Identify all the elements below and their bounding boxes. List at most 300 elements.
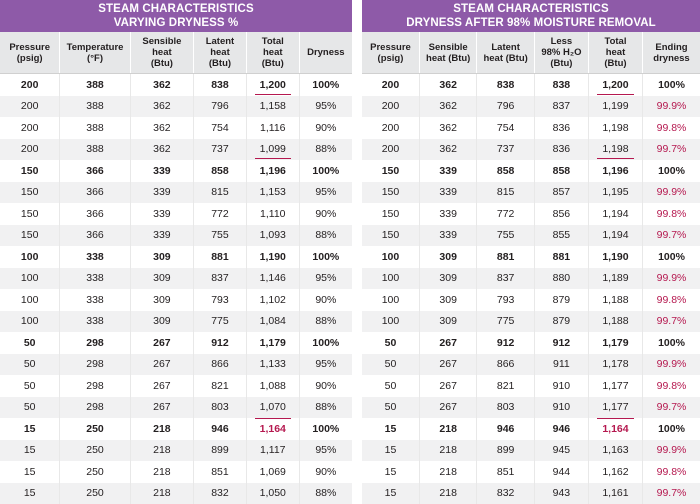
table-cell: 218 (130, 483, 193, 504)
table-cell: 946 (534, 418, 588, 440)
table-cell: 1,093 (246, 225, 299, 247)
table-row (0, 96, 352, 118)
table-cell: 267 (130, 397, 193, 419)
column-header-text: Latent (479, 42, 531, 53)
table-cell: 339 (419, 203, 476, 225)
table-cell: 99.9% (643, 268, 700, 290)
table-cell: 362 (419, 139, 476, 161)
table-cell: 1,050 (246, 483, 299, 504)
table-cell: 100 (362, 289, 419, 311)
table-cell: 15 (362, 483, 419, 504)
table-cell: 218 (130, 461, 193, 483)
table-cell: 838 (194, 74, 247, 96)
right-table-title (362, 0, 700, 32)
table-cell: 100 (0, 246, 60, 268)
table-cell: 100 (362, 311, 419, 333)
table-row (362, 332, 700, 354)
table-cell: 90% (299, 117, 352, 139)
table-cell: 1,069 (246, 461, 299, 483)
table-cell: 218 (130, 440, 193, 462)
table-cell: 250 (60, 418, 130, 440)
table-cell: 1,194 (588, 225, 642, 247)
table-cell: 821 (194, 375, 247, 397)
table-cell: 879 (534, 311, 588, 333)
column-header-text: Total (591, 36, 640, 47)
table-cell: 772 (194, 203, 247, 225)
table-cell: 15 (362, 418, 419, 440)
table-cell: 88% (299, 397, 352, 419)
table-cell: 1,102 (246, 289, 299, 311)
table-cell: 362 (130, 117, 193, 139)
table-cell: 99.8% (643, 203, 700, 225)
table-cell: 338 (60, 268, 130, 290)
table-cell: 99.8% (643, 461, 700, 483)
table-cell: 100 (0, 289, 60, 311)
column-header-text: (psig) (364, 53, 417, 64)
table-cell: 910 (534, 375, 588, 397)
table-cell: 1,200 (246, 74, 299, 96)
column-header-text: Less (537, 36, 586, 47)
right-header-row (362, 32, 700, 74)
table-row (0, 225, 352, 247)
table-cell: 388 (60, 74, 130, 96)
table-cell: 200 (0, 74, 60, 96)
table-cell: 1,099 (246, 139, 299, 161)
column-header-text: Pressure (2, 42, 57, 53)
right-column-header (477, 32, 534, 74)
table-cell: 851 (477, 461, 534, 483)
table-cell: 100 (362, 268, 419, 290)
table-cell: 1,133 (246, 354, 299, 376)
left-column-header (194, 32, 247, 74)
table-cell: 267 (419, 354, 476, 376)
moisture-removal-table (362, 32, 700, 504)
table-cell: 339 (130, 160, 193, 182)
panel-divider (352, 0, 362, 466)
table-row (362, 96, 700, 118)
table-cell: 100 (362, 246, 419, 268)
table-cell: 200 (0, 139, 60, 161)
table-cell: 851 (194, 461, 247, 483)
table-cell: 99.8% (643, 117, 700, 139)
table-cell: 1,198 (588, 117, 642, 139)
table-row (0, 74, 352, 96)
table-cell: 945 (534, 440, 588, 462)
table-cell: 362 (130, 74, 193, 96)
table-cell: 339 (419, 225, 476, 247)
column-header-text: (Btu) (133, 58, 191, 69)
table-cell: 250 (60, 461, 130, 483)
table-cell: 309 (419, 268, 476, 290)
table-cell: 99.7% (643, 397, 700, 419)
table-cell: 309 (130, 311, 193, 333)
table-cell: 100 (0, 268, 60, 290)
table-cell: 250 (60, 440, 130, 462)
table-cell: 755 (194, 225, 247, 247)
table-cell: 881 (477, 246, 534, 268)
table-cell: 50 (0, 332, 60, 354)
table-cell: 856 (534, 203, 588, 225)
table-row (362, 461, 700, 483)
table-cell: 100% (643, 418, 700, 440)
left-title-line2: VARYING DRYNESS % (0, 16, 352, 30)
column-header-text: (Btu) (196, 58, 244, 69)
table-cell: 50 (362, 354, 419, 376)
table-cell: 1,179 (588, 332, 642, 354)
column-header-text: Latent (196, 36, 244, 47)
table-cell: 1,164 (246, 418, 299, 440)
table-cell: 309 (419, 289, 476, 311)
table-cell: 815 (194, 182, 247, 204)
column-header-text: heat (133, 47, 191, 58)
table-cell: 309 (130, 268, 193, 290)
table-cell: 1,162 (588, 461, 642, 483)
table-row (0, 418, 352, 440)
table-row (0, 182, 352, 204)
table-cell: 1,190 (246, 246, 299, 268)
table-cell: 339 (130, 182, 193, 204)
table-cell: 912 (477, 332, 534, 354)
table-cell: 1,158 (246, 96, 299, 118)
table-cell: 775 (477, 311, 534, 333)
table-cell: 99.9% (643, 354, 700, 376)
table-cell: 100% (299, 332, 352, 354)
table-cell: 388 (60, 117, 130, 139)
table-cell: 1,161 (588, 483, 642, 504)
table-cell: 339 (130, 203, 193, 225)
table-cell: 793 (477, 289, 534, 311)
table-cell: 362 (419, 117, 476, 139)
table-cell: 838 (477, 74, 534, 96)
table-cell: 309 (130, 246, 193, 268)
table-cell: 1,178 (588, 354, 642, 376)
table-row (362, 117, 700, 139)
table-cell: 50 (0, 354, 60, 376)
table-cell: 855 (534, 225, 588, 247)
table-cell: 267 (130, 332, 193, 354)
table-cell: 100 (0, 311, 60, 333)
table-cell: 1,200 (588, 74, 642, 96)
table-cell: 1,117 (246, 440, 299, 462)
table-cell: 298 (60, 332, 130, 354)
table-cell: 218 (419, 461, 476, 483)
table-cell: 150 (362, 225, 419, 247)
table-cell: 362 (130, 96, 193, 118)
left-header-row (0, 32, 352, 74)
table-row (362, 74, 700, 96)
table-cell: 793 (194, 289, 247, 311)
table-cell: 737 (477, 139, 534, 161)
right-title-line2: DRYNESS AFTER 98% MOISTURE REMOVAL (362, 16, 700, 30)
table-cell: 737 (194, 139, 247, 161)
table-cell: 200 (362, 96, 419, 118)
table-cell: 200 (362, 139, 419, 161)
table-cell: 1,110 (246, 203, 299, 225)
right-title-line1: STEAM CHARACTERISTICS (362, 2, 700, 16)
column-header-text: Sensible (133, 36, 191, 47)
table-cell: 100% (299, 246, 352, 268)
table-cell: 1,195 (588, 182, 642, 204)
table-cell: 858 (477, 160, 534, 182)
column-header-text: 98% H₂O (537, 47, 586, 58)
table-cell: 899 (477, 440, 534, 462)
table-row (362, 139, 700, 161)
table-cell: 99.9% (643, 440, 700, 462)
column-header-text: heat (591, 47, 640, 58)
table-cell: 88% (299, 225, 352, 247)
table-cell: 912 (534, 332, 588, 354)
table-cell: 50 (0, 375, 60, 397)
table-cell: 366 (60, 225, 130, 247)
table-row (362, 397, 700, 419)
table-cell: 100% (299, 74, 352, 96)
table-cell: 150 (362, 160, 419, 182)
column-header-text: heat (249, 47, 297, 58)
table-cell: 362 (130, 139, 193, 161)
table-cell: 150 (0, 160, 60, 182)
table-cell: 910 (534, 397, 588, 419)
right-column-header (643, 32, 700, 74)
table-cell: 388 (60, 96, 130, 118)
table-cell: 298 (60, 354, 130, 376)
table-cell: 1,177 (588, 375, 642, 397)
table-cell: 267 (419, 332, 476, 354)
column-header-text: Dryness (302, 47, 350, 58)
table-row (0, 461, 352, 483)
table-cell: 1,163 (588, 440, 642, 462)
column-header-text: heat (196, 47, 244, 58)
table-cell: 366 (60, 182, 130, 204)
table-cell: 1,188 (588, 311, 642, 333)
table-cell: 200 (0, 117, 60, 139)
table-row (362, 225, 700, 247)
table-cell: 90% (299, 289, 352, 311)
table-row (0, 139, 352, 161)
left-table-title (0, 0, 352, 32)
table-cell: 50 (362, 332, 419, 354)
table-row (0, 332, 352, 354)
left-column-header (299, 32, 352, 74)
table-cell: 95% (299, 96, 352, 118)
table-cell: 366 (60, 203, 130, 225)
table-cell: 100% (643, 332, 700, 354)
table-cell: 837 (194, 268, 247, 290)
table-cell: 150 (0, 203, 60, 225)
left-title-line1: STEAM CHARACTERISTICS (0, 2, 352, 16)
table-cell: 88% (299, 139, 352, 161)
table-cell: 943 (534, 483, 588, 504)
table-cell: 881 (194, 246, 247, 268)
table-cell: 815 (477, 182, 534, 204)
table-cell: 836 (534, 117, 588, 139)
table-row (362, 483, 700, 504)
table-cell: 836 (534, 139, 588, 161)
table-cell: 200 (362, 74, 419, 96)
column-header-text: (psig) (2, 53, 57, 64)
table-cell: 100% (643, 246, 700, 268)
table-cell: 88% (299, 311, 352, 333)
table-cell: 218 (419, 440, 476, 462)
table-cell: 388 (60, 139, 130, 161)
table-cell: 339 (419, 182, 476, 204)
table-cell: 267 (419, 397, 476, 419)
table-row (0, 375, 352, 397)
table-cell: 95% (299, 182, 352, 204)
table-cell: 796 (477, 96, 534, 118)
table-cell: 200 (362, 117, 419, 139)
right-table-body (362, 74, 700, 504)
table-cell: 309 (419, 311, 476, 333)
column-header-text: (Btu) (537, 58, 586, 69)
column-header-text: heat (Btu) (422, 53, 474, 64)
table-row (362, 440, 700, 462)
table-row (0, 268, 352, 290)
table-row (362, 160, 700, 182)
table-cell: 50 (362, 397, 419, 419)
table-cell: 837 (477, 268, 534, 290)
column-header-text: Total (249, 36, 297, 47)
table-cell: 338 (60, 289, 130, 311)
table-cell: 946 (477, 418, 534, 440)
column-header-text: Ending (645, 42, 698, 53)
table-cell: 832 (194, 483, 247, 504)
left-table-body (0, 74, 352, 504)
table-cell: 99.9% (643, 182, 700, 204)
table-cell: 95% (299, 268, 352, 290)
left-column-header (60, 32, 130, 74)
column-header-text: heat (Btu) (479, 53, 531, 64)
table-cell: 1,177 (588, 397, 642, 419)
table-cell: 1,153 (246, 182, 299, 204)
table-cell: 1,198 (588, 139, 642, 161)
table-cell: 150 (362, 182, 419, 204)
table-cell: 1,146 (246, 268, 299, 290)
column-header-text: (Btu) (249, 58, 297, 69)
table-row (362, 418, 700, 440)
table-row (0, 440, 352, 462)
table-cell: 200 (0, 96, 60, 118)
table-cell: 803 (477, 397, 534, 419)
table-row (0, 397, 352, 419)
table-row (362, 203, 700, 225)
table-cell: 866 (477, 354, 534, 376)
varying-dryness-panel (0, 0, 352, 466)
table-cell: 775 (194, 311, 247, 333)
left-column-header (246, 32, 299, 74)
table-cell: 50 (362, 375, 419, 397)
table-cell: 267 (419, 375, 476, 397)
table-cell: 267 (130, 375, 193, 397)
table-cell: 15 (0, 483, 60, 504)
table-cell: 99.8% (643, 375, 700, 397)
varying-dryness-table (0, 32, 352, 504)
table-cell: 100% (299, 418, 352, 440)
table-cell: 339 (419, 160, 476, 182)
table-cell: 858 (194, 160, 247, 182)
table-cell: 339 (130, 225, 193, 247)
column-header-text: Sensible (422, 42, 474, 53)
table-cell: 1,190 (588, 246, 642, 268)
table-cell: 1,088 (246, 375, 299, 397)
table-cell: 15 (0, 440, 60, 462)
table-cell: 832 (477, 483, 534, 504)
table-cell: 1,116 (246, 117, 299, 139)
table-cell: 880 (534, 268, 588, 290)
column-header-text: Temperature (62, 42, 127, 53)
table-row (0, 117, 352, 139)
table-cell: 150 (0, 182, 60, 204)
table-cell: 1,196 (588, 160, 642, 182)
table-row (0, 289, 352, 311)
table-cell: 100% (299, 160, 352, 182)
column-header-text: dryness (645, 53, 698, 64)
table-cell: 754 (194, 117, 247, 139)
table-row (0, 246, 352, 268)
table-cell: 100% (643, 74, 700, 96)
table-cell: 95% (299, 354, 352, 376)
table-cell: 911 (534, 354, 588, 376)
table-row (362, 289, 700, 311)
table-cell: 944 (534, 461, 588, 483)
table-cell: 88% (299, 483, 352, 504)
table-cell: 267 (130, 354, 193, 376)
table-cell: 338 (60, 311, 130, 333)
table-cell: 858 (534, 160, 588, 182)
table-cell: 821 (477, 375, 534, 397)
table-cell: 298 (60, 375, 130, 397)
table-cell: 298 (60, 397, 130, 419)
table-cell: 90% (299, 461, 352, 483)
table-cell: 100% (643, 160, 700, 182)
table-cell: 879 (534, 289, 588, 311)
table-row (0, 203, 352, 225)
table-cell: 99.7% (643, 483, 700, 504)
table-cell: 754 (477, 117, 534, 139)
table-cell: 857 (534, 182, 588, 204)
table-cell: 150 (362, 203, 419, 225)
table-cell: 362 (419, 74, 476, 96)
table-cell: 837 (534, 96, 588, 118)
table-cell: 99.7% (643, 225, 700, 247)
table-cell: 1,199 (588, 96, 642, 118)
table-row (0, 160, 352, 182)
table-cell: 218 (419, 418, 476, 440)
column-header-text: (Btu) (591, 58, 640, 69)
table-cell: 218 (419, 483, 476, 504)
table-cell: 15 (362, 461, 419, 483)
table-cell: 772 (477, 203, 534, 225)
right-column-header (588, 32, 642, 74)
table-cell: 309 (130, 289, 193, 311)
table-cell: 866 (194, 354, 247, 376)
table-cell: 912 (194, 332, 247, 354)
table-row (0, 483, 352, 504)
table-cell: 796 (194, 96, 247, 118)
table-cell: 15 (0, 461, 60, 483)
table-cell: 1,179 (246, 332, 299, 354)
table-cell: 99.7% (643, 139, 700, 161)
table-cell: 15 (362, 440, 419, 462)
table-cell: 99.8% (643, 289, 700, 311)
table-cell: 362 (419, 96, 476, 118)
column-header-text: Pressure (364, 42, 417, 53)
table-row (362, 246, 700, 268)
table-cell: 1,084 (246, 311, 299, 333)
table-cell: 99.9% (643, 96, 700, 118)
table-row (362, 311, 700, 333)
right-column-header (534, 32, 588, 74)
table-row (362, 354, 700, 376)
